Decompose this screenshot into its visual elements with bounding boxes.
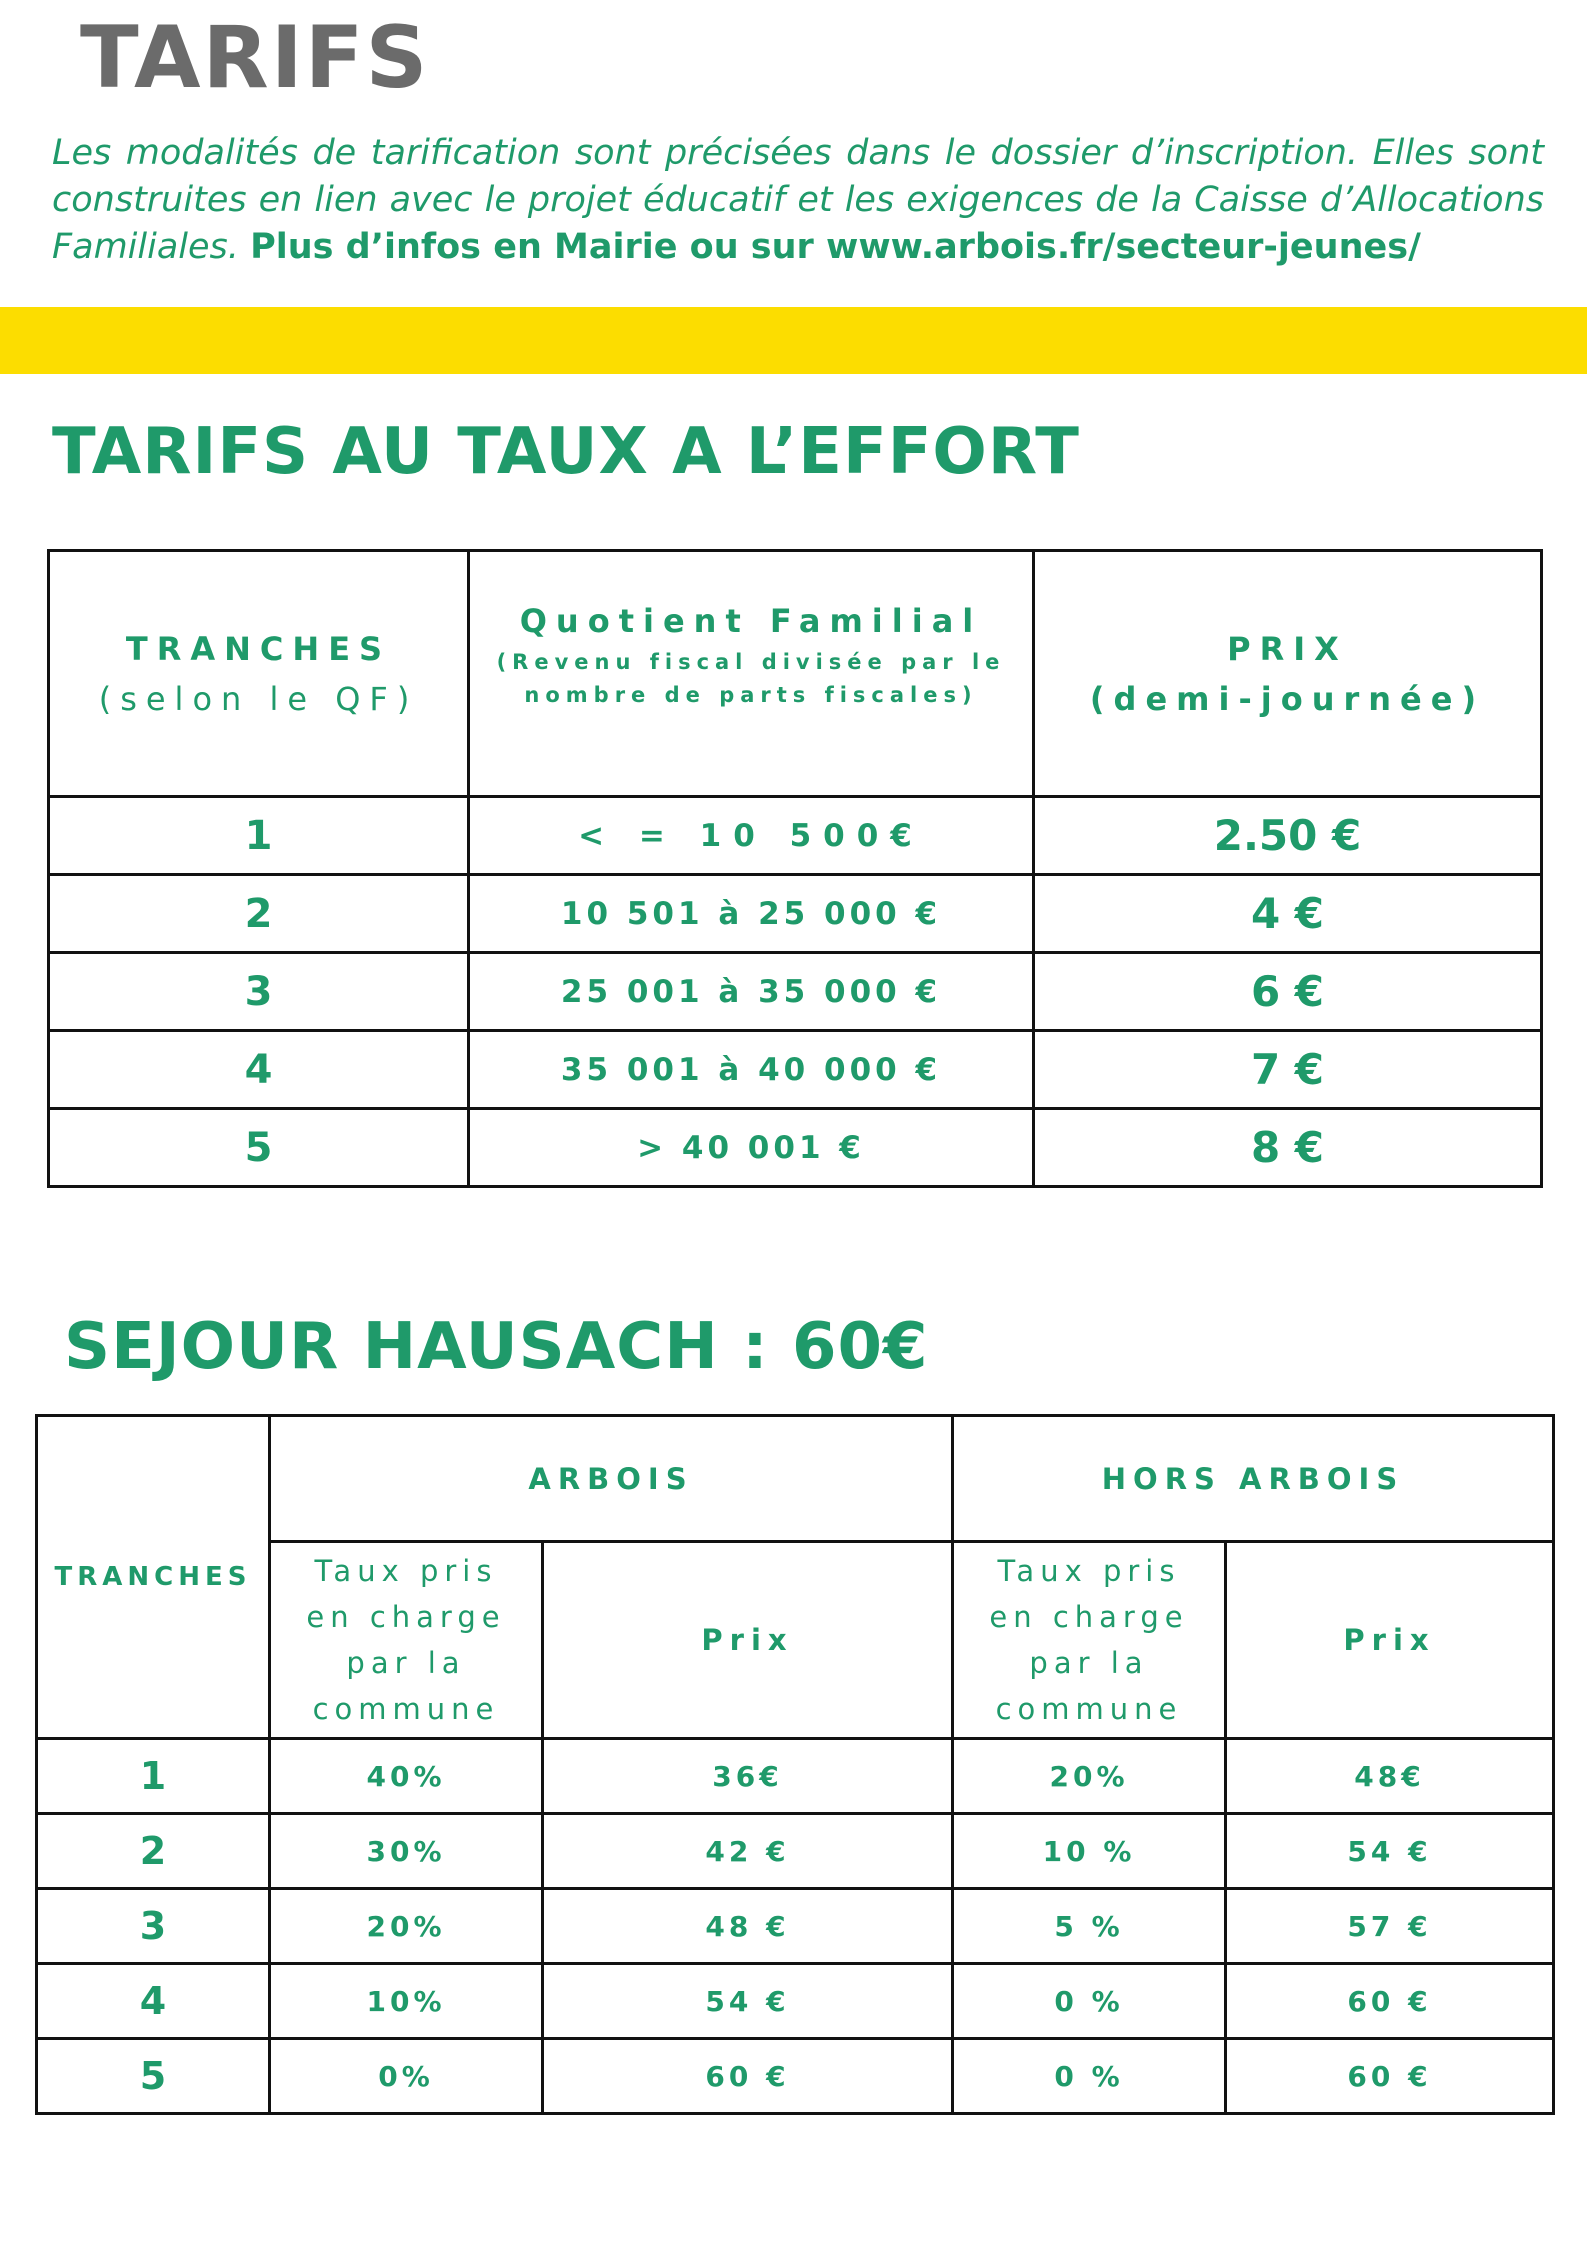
header-qf-label: Quotient Familial [519, 601, 983, 640]
table-row [49, 797, 1542, 875]
table-row [37, 2039, 1554, 2114]
sejour-table [35, 1414, 1555, 2115]
table-row [49, 1031, 1542, 1109]
price-cell: 7 € [1034, 1031, 1542, 1109]
header-qf-sub1: (Revenu fiscal divisée par le [496, 649, 1006, 674]
tranche-cell: 5 [49, 1109, 469, 1187]
sejour-header-row-1 [37, 1416, 1554, 1542]
table-row [37, 1889, 1554, 1964]
header-prix-sub: (demi-journée) [1089, 679, 1486, 718]
page-title: TARIFS [80, 8, 430, 108]
table-row [37, 1964, 1554, 2039]
table-row [49, 953, 1542, 1031]
info-link-text: Plus d’infos en Mairie ou sur www.arbois.fr/secteur-jeunes/ [250, 227, 1421, 267]
header-tranches: TRANCHES [37, 1416, 270, 1739]
qf-cell: 10 501 à 25 000 € [469, 875, 1034, 953]
table-row [49, 1109, 1542, 1187]
arbois-taux-cell: 40% [270, 1739, 543, 1814]
taux-line: commune [995, 1692, 1183, 1726]
yellow-divider-band [0, 307, 1587, 374]
header-hors-arbois: HORS ARBOIS [953, 1416, 1554, 1542]
tranche-cell: 1 [37, 1739, 270, 1814]
price-cell: 8 € [1034, 1109, 1542, 1187]
header-taux-arbois [270, 1542, 543, 1739]
tranche-cell: 2 [37, 1814, 270, 1889]
taux-line: par la [1029, 1646, 1149, 1680]
taux-line: Taux pris [314, 1554, 498, 1588]
qf-cell: > 40 001 € [469, 1109, 1034, 1187]
arbois-taux-cell: 0% [270, 2039, 543, 2114]
tranche-cell: 2 [49, 875, 469, 953]
taux-line: en charge [306, 1600, 506, 1634]
table-row [37, 1739, 1554, 1814]
header-prix-hors: Prix [1226, 1542, 1554, 1739]
price-cell: 6 € [1034, 953, 1542, 1031]
hors-prix-cell: 60 € [1226, 2039, 1554, 2114]
tranche-cell: 1 [49, 797, 469, 875]
header-tranches [49, 551, 469, 797]
header-taux-hors [953, 1542, 1226, 1739]
intro-paragraph [52, 130, 1544, 271]
price-cell: 4 € [1034, 875, 1542, 953]
header-tranches-sub: (selon le QF) [98, 679, 419, 718]
header-qf-sub2: nombre de parts fiscales) [524, 682, 978, 707]
hors-taux-cell: 0 % [953, 1964, 1226, 2039]
hors-prix-cell: 57 € [1226, 1889, 1554, 1964]
price-cell: 2.50 € [1034, 797, 1542, 875]
tranche-cell: 4 [37, 1964, 270, 2039]
effort-header-row [49, 551, 1542, 797]
hors-taux-cell: 20% [953, 1739, 1226, 1814]
table-row [49, 875, 1542, 953]
sejour-heading: SEJOUR HAUSACH : 60€ [64, 1310, 929, 1384]
hors-taux-cell: 5 % [953, 1889, 1226, 1964]
hors-taux-cell: 10 % [953, 1814, 1226, 1889]
arbois-prix-cell: 60 € [543, 2039, 953, 2114]
tranche-cell: 5 [37, 2039, 270, 2114]
hors-prix-cell: 54 € [1226, 1814, 1554, 1889]
effort-table [47, 549, 1543, 1188]
header-tranches-label: TRANCHES [125, 629, 392, 668]
tranche-cell: 3 [49, 953, 469, 1031]
taux-line: par la [346, 1646, 466, 1680]
taux-line: Taux pris [997, 1554, 1181, 1588]
taux-line: en charge [989, 1600, 1189, 1634]
arbois-taux-cell: 30% [270, 1814, 543, 1889]
arbois-prix-cell: 36€ [543, 1739, 953, 1814]
arbois-prix-cell: 48 € [543, 1889, 953, 1964]
arbois-prix-cell: 42 € [543, 1814, 953, 1889]
header-prix-arbois: Prix [543, 1542, 953, 1739]
qf-cell: < = 10 500€ [469, 797, 1034, 875]
arbois-prix-cell: 54 € [543, 1964, 953, 2039]
qf-cell: 25 001 à 35 000 € [469, 953, 1034, 1031]
tranche-cell: 4 [49, 1031, 469, 1109]
tranche-cell: 3 [37, 1889, 270, 1964]
hors-taux-cell: 0 % [953, 2039, 1226, 2114]
effort-heading: TARIFS AU TAUX A L’EFFORT [52, 415, 1080, 489]
arbois-taux-cell: 10% [270, 1964, 543, 2039]
header-qf [469, 551, 1034, 797]
header-arbois: ARBOIS [270, 1416, 953, 1542]
arbois-taux-cell: 20% [270, 1889, 543, 1964]
qf-cell: 35 001 à 40 000 € [469, 1031, 1034, 1109]
header-prix [1034, 551, 1542, 797]
taux-line: commune [312, 1692, 500, 1726]
hors-prix-cell: 60 € [1226, 1964, 1554, 2039]
table-row [37, 1814, 1554, 1889]
hors-prix-cell: 48€ [1226, 1739, 1554, 1814]
header-prix-label: PRIX [1227, 629, 1348, 668]
intro-text: Les modalités de tarification sont précisées dans le dossier d’inscription. Elles sont construites en lien avec le projet éducatif et les exigences de la Caisse d’Allocations Familiales. [52, 133, 1544, 267]
